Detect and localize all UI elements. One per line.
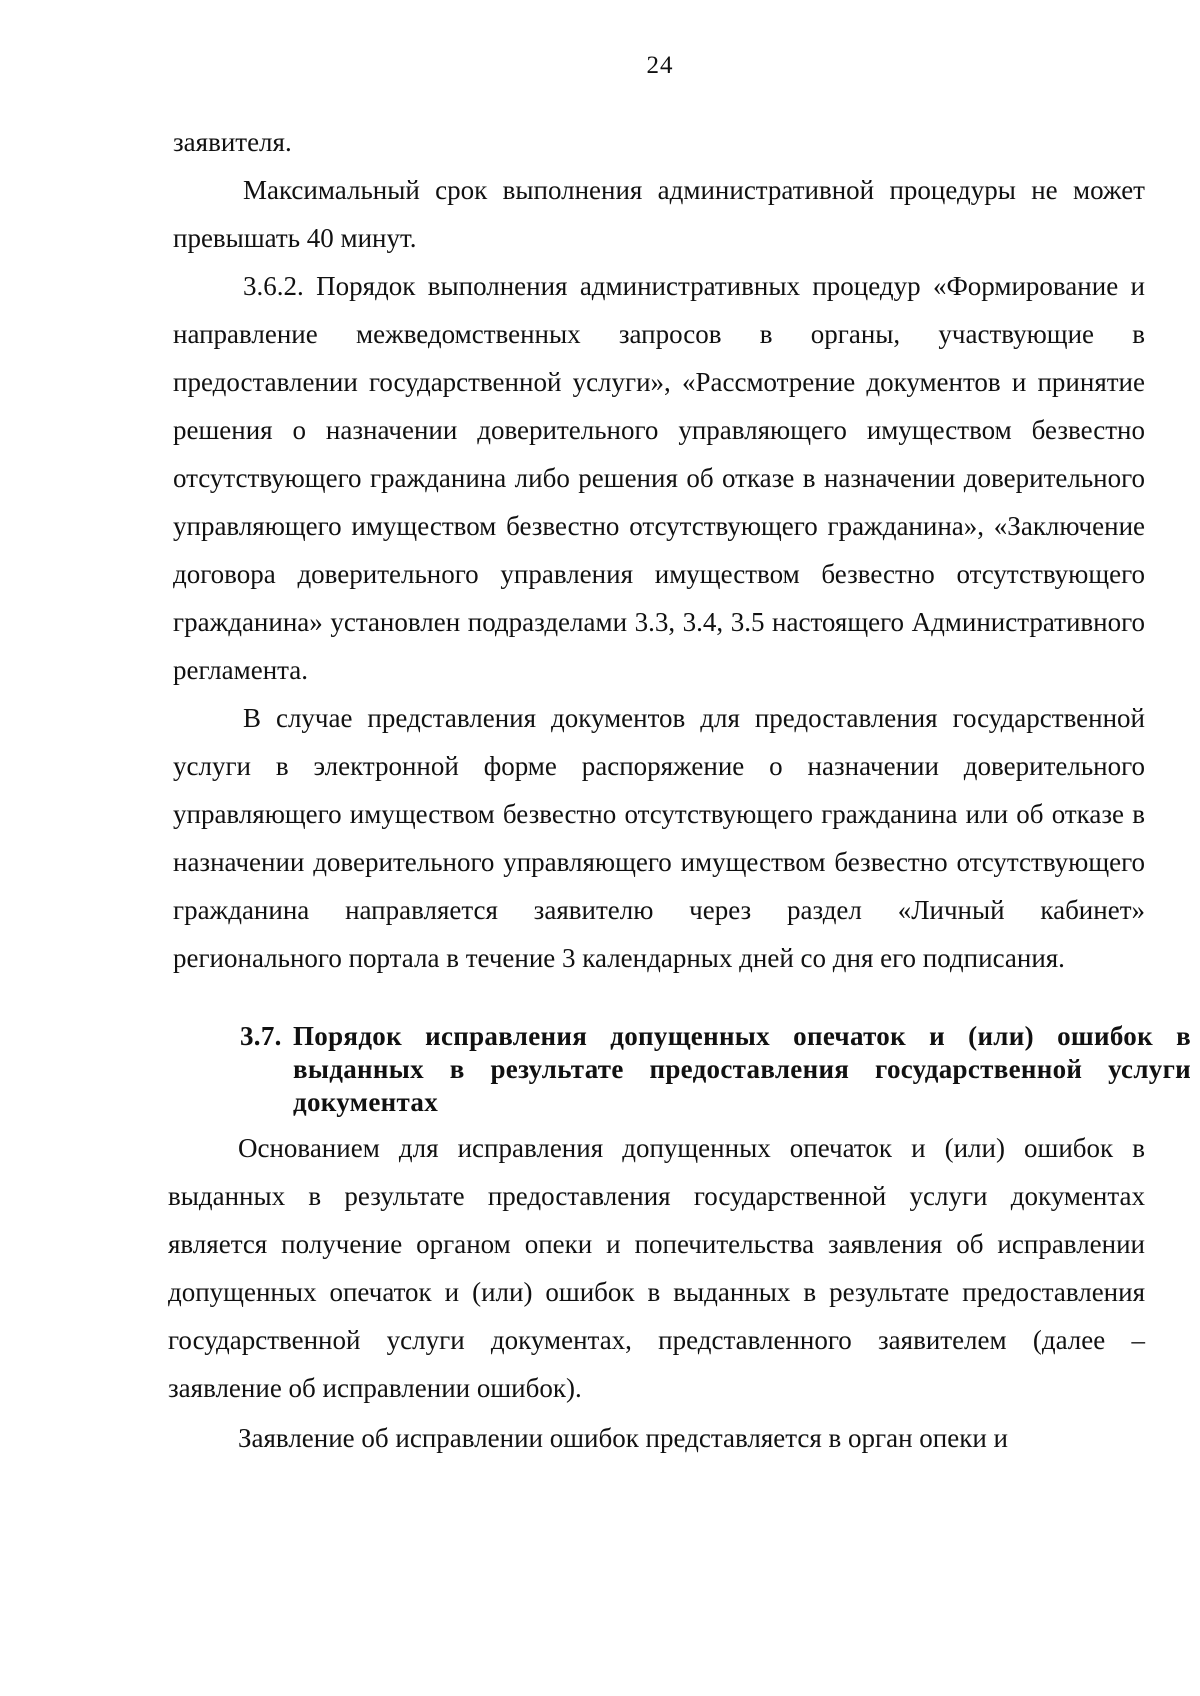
paragraph-max-duration: Максимальный срок выполнения административной процедуры не может превышать 40 минут.: [173, 175, 1145, 253]
paragraph-3-6-2: 3.6.2. Порядок выполнения административных процедур «Формирование и направление межведомственных запросов в органы, участвующие в предоставлении государственной услуги», «Рассмотрение документов и принятие решения о назначении доверительного управляющего имуществом безвестно отсутствующего гражданина либо решения об отказе в назначении доверительного управляющего имуществом безвестно отсутствующего гражданина», «Заключение договора доверительного управления имуществом безвестно отсутствующего гражданина» установлен подразделами 3.3, 3.4, 3.5 настоящего Административного регламента.: [173, 271, 1145, 685]
section-heading-3-7: [240, 1020, 1191, 1119]
page-number: 24: [646, 52, 674, 79]
paragraph-electronic-form: В случае представления документов для предоставления государственной услуги в электронной форме распоряжение о назначении доверительного управляющего имуществом безвестно отсутствующего гражданина или об отказе в назначении доверительного управляющего имуществом безвестно отсутствующего гражданина направляется заявителю через раздел «Личный кабинет» регионального портала в течение 3 календарных дней со дня его подписания.: [173, 703, 1145, 973]
body-text-top: [173, 118, 1145, 982]
section-number: 3.7.: [240, 1021, 282, 1051]
paragraph-application: Заявление об исправлении ошибок представляется в орган опеки и: [238, 1423, 1008, 1453]
paragraph-grounds: Основанием для исправления допущенных опечаток и (или) ошибок в выданных в результате предоставления государственной услуги документах является получение органом опеки и попечительства заявления об исправлении допущенных опечаток и (или) ошибок в выданных в результате предоставления государственной услуги документах, представленного заявителем (далее – заявление об исправлении ошибок).: [168, 1133, 1145, 1403]
paragraph-continuation: заявителя.: [173, 127, 292, 157]
section-title: Порядок исправления допущенных опечаток и (или) ошибок в выданных в результате предоставления государственной услуги документах: [293, 1021, 1191, 1117]
body-text-bottom: [168, 1124, 1145, 1462]
